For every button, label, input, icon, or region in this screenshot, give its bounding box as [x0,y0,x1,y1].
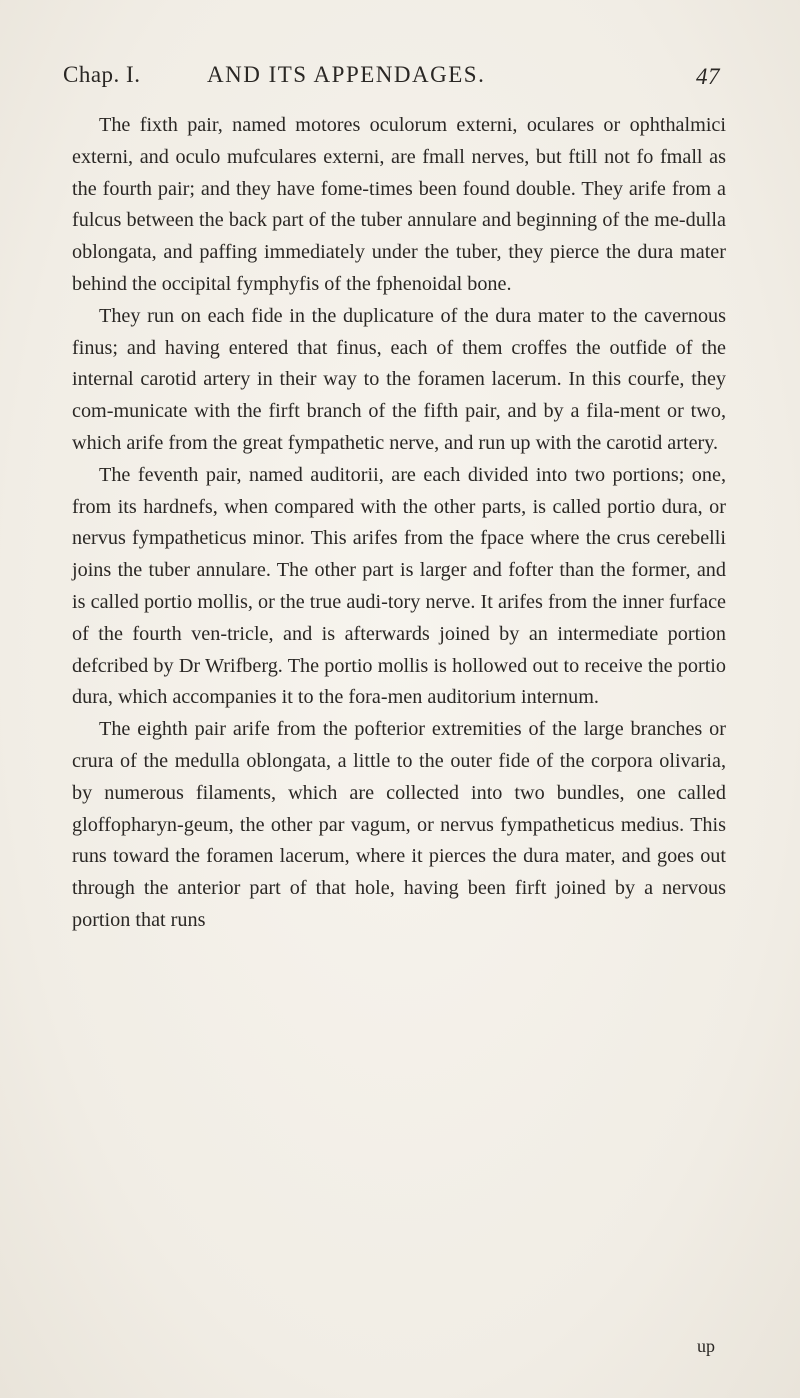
running-title: AND ITS APPENDAGES. [207,62,486,87]
paragraph-eighth-pair: The eighth pair arife from the pofterior extremities of the large branches or crura of the medulla oblongata, a little to the outer fide of the corpora olivaria, by numerous filaments, which are collected into two bundles, one called gloffopharyn-geum, the other par vagum, or nervus fympatheticus medius. This runs toward the foramen lacerum, where it pierces the dura mater, and goes out through the anterior part of that hole, having been firft joined by a nervous portion that runs [72,718,726,931]
body-text [72,110,726,937]
paragraph-sixth-pair-course: They run on each fide in the duplicature of the dura mater to the cavernous finus; and having entered that finus, each of them croffes the outfide of the internal carotid artery in their way to the foramen lacerum. In this courfe, they com-municate with the firft branch of the fifth pair, and by a fila-ment or two, which arife from the great fympathetic nerve, and run up with the carotid artery. [72,304,726,454]
page-number: 47 [696,64,720,89]
chapter-label: Chap. I. [63,62,141,87]
paragraph-sixth-pair: The fixth pair, named motores oculorum externi, oculares or ophthalmici externi, and oculo mufculares externi, are fmall nerves, but ftill not fo fmall as the fourth pair; and they have fome-times been found double. They arife from a fulcus between the back part of the tuber annulare and beginning of the me-dulla oblongata, and paffing immediately under the tuber, they pierce the dura mater behind the occipital fymphyfis of the fphenoidal bone. [72,114,726,295]
catchword: up [697,1336,715,1356]
running-head [63,62,720,92]
paragraph-seventh-pair: The feventh pair, named auditorii, are each divided into two portions; one, from its hardnefs, when compared with the other parts, is called portio dura, or nervus fympatheticus minor. This arifes from the fpace where the crus cerebelli joins the tuber annulare. The other part is larger and fofter than the former, and is called portio mollis, or the true audi-tory nerve. It arifes from the inner furface of the fourth ven-tricle, and is afterwards joined by an intermediate portion defcribed by Dr Wrifberg. The portio mollis is hollowed out to receive the portio dura, which accompanies it to the fora-men auditorium internum. [72,463,726,709]
